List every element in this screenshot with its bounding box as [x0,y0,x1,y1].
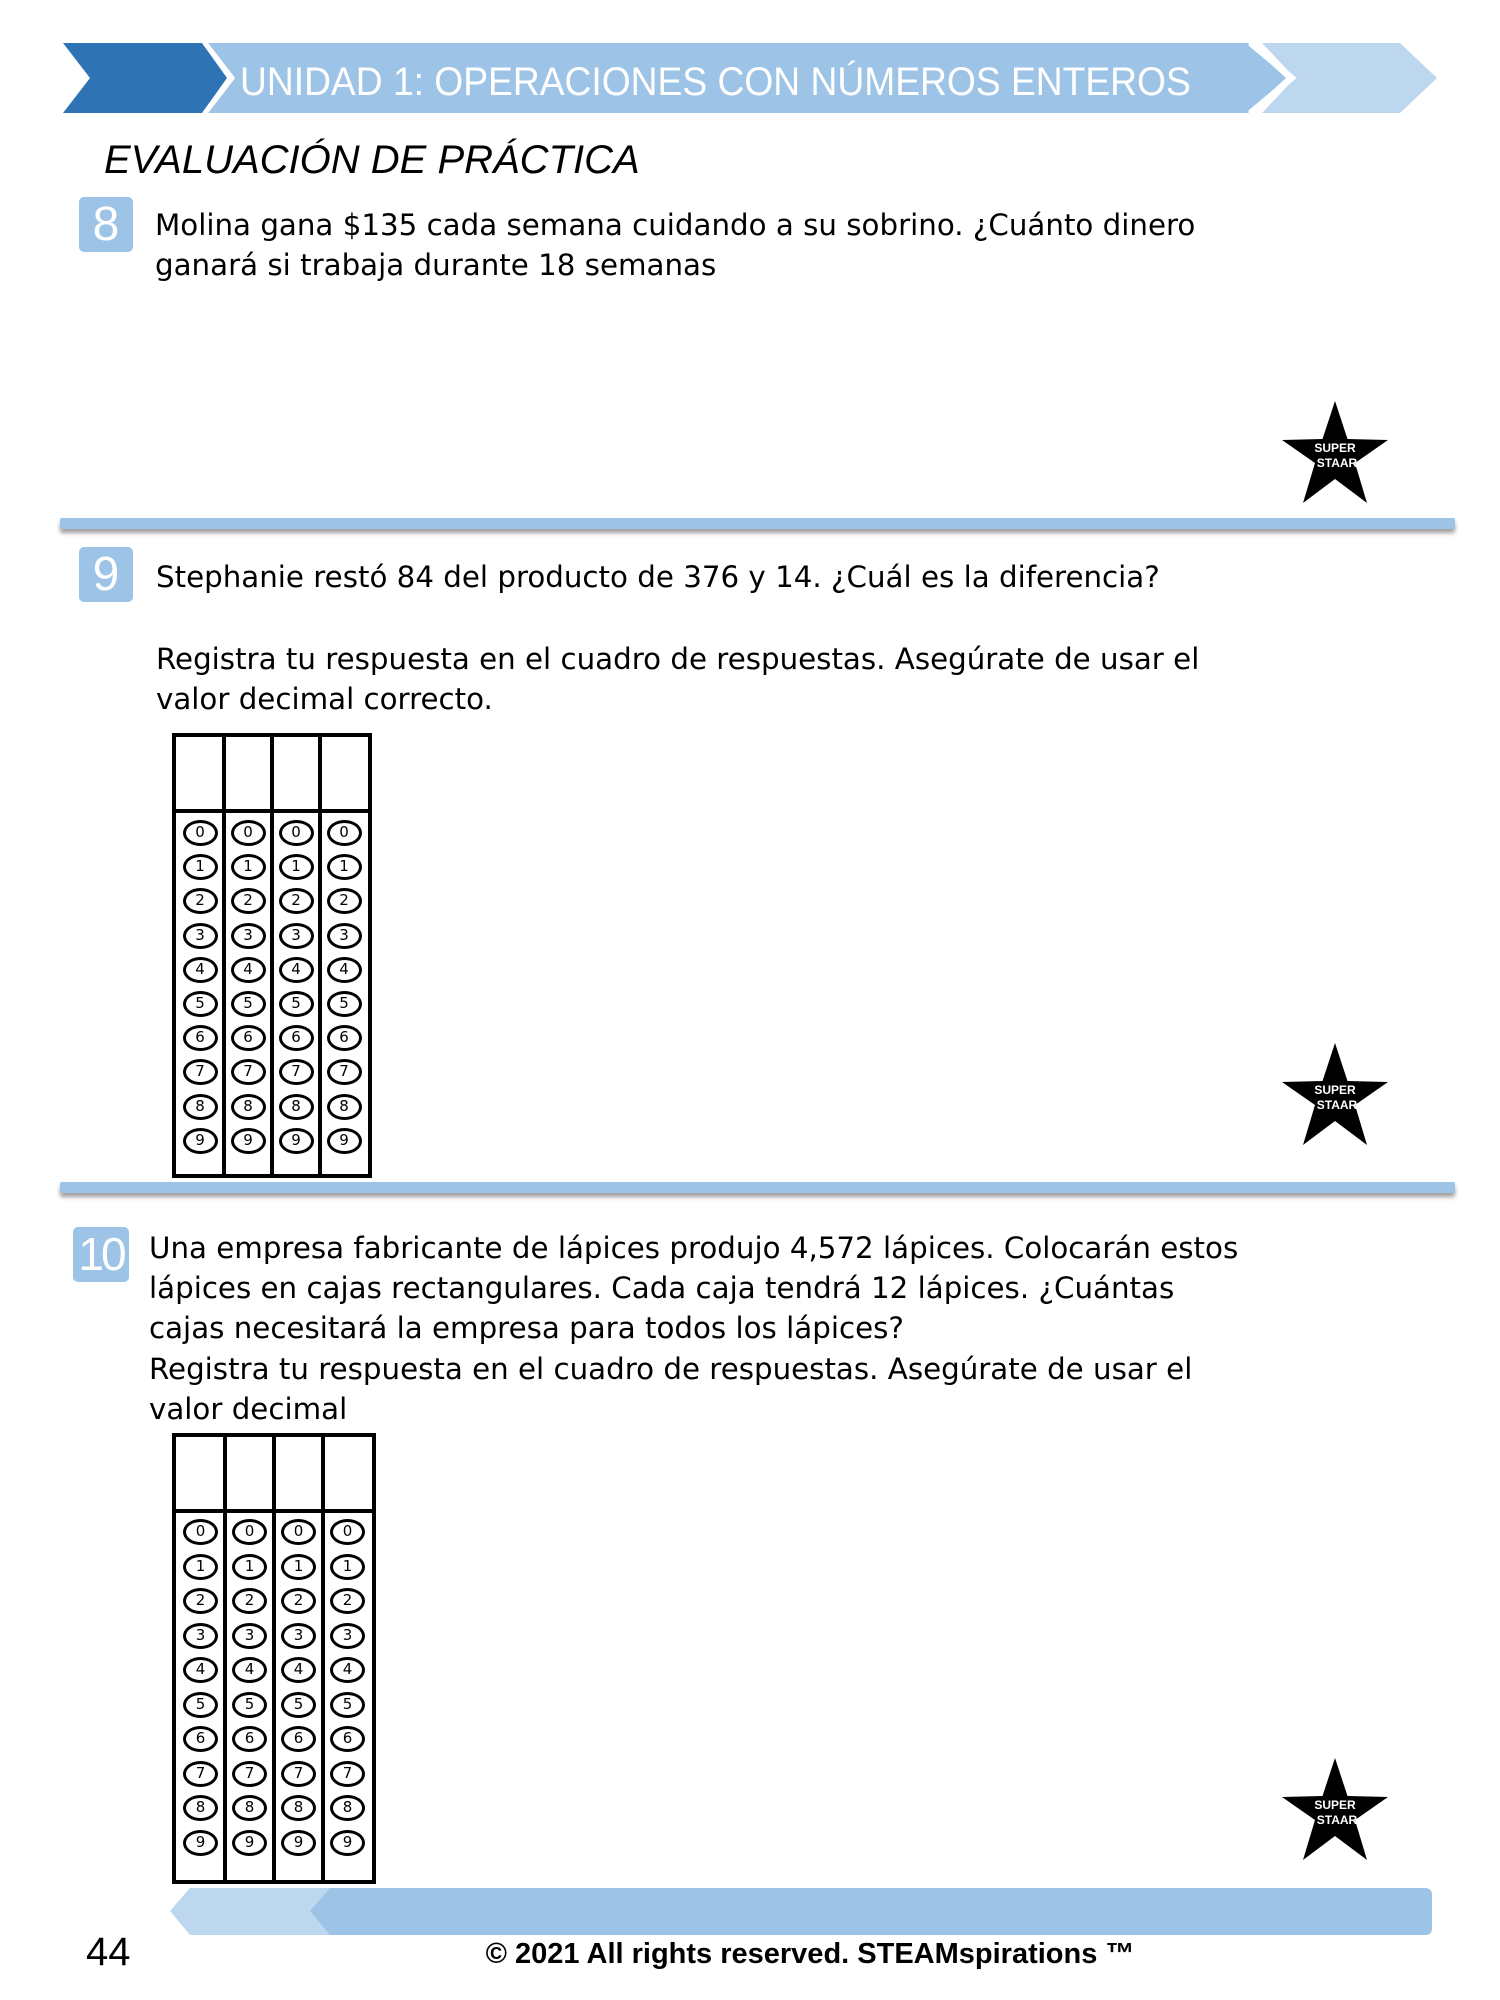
answer-bubble-6[interactable]: 6 [281,1726,316,1752]
answer-bubble-6[interactable]: 6 [327,1025,362,1051]
question-text-line: valor decimal [149,1392,348,1426]
answer-entry-box[interactable] [227,1437,272,1509]
answer-bubble-1[interactable]: 1 [281,1554,316,1580]
answer-bubble-9[interactable]: 9 [183,1128,218,1154]
answer-bubble-3[interactable]: 3 [279,923,314,949]
answer-bubble-8[interactable]: 8 [183,1795,218,1821]
answer-bubble-8[interactable]: 8 [281,1795,316,1821]
footer-banner [0,1880,1500,1940]
answer-bubble-1[interactable]: 1 [183,854,218,880]
answer-bubble-7[interactable]: 7 [183,1059,218,1085]
answer-bubble-3[interactable]: 3 [183,1623,218,1649]
answer-bubble-4[interactable]: 4 [281,1657,316,1683]
answer-bubble-0[interactable]: 0 [327,820,362,846]
answer-grid [172,1433,376,1884]
answer-bubble-6[interactable]: 6 [183,1025,218,1051]
answer-bubble-9[interactable]: 9 [232,1830,267,1856]
star-label-line2: STAAR [1316,1098,1358,1112]
answer-entry-box[interactable] [276,1437,321,1509]
answer-bubble-4[interactable]: 4 [183,1657,218,1683]
question-text-line: ganará si trabaja durante 18 semanas [155,248,717,282]
answer-bubble-1[interactable]: 1 [330,1554,365,1580]
answer-bubble-4[interactable]: 4 [183,957,218,983]
answer-bubble-0[interactable]: 0 [232,1519,267,1545]
answer-bubble-6[interactable]: 6 [183,1726,218,1752]
answer-bubble-3[interactable]: 3 [281,1623,316,1649]
banner-chevron-dark [63,43,227,113]
question-text-line: Una empresa fabricante de lápices produjo 4,572 lápices. Colocarán estos [149,1231,1239,1265]
answer-entry-box[interactable] [325,1437,370,1509]
answer-entry-box[interactable] [178,1437,223,1509]
answer-bubble-2[interactable]: 2 [183,888,218,914]
answer-bubble-5[interactable]: 5 [330,1692,365,1718]
answer-bubble-8[interactable]: 8 [330,1795,365,1821]
answer-entry-box[interactable] [322,737,366,809]
star-label-line1: SUPER [1314,441,1356,455]
answer-bubble-4[interactable]: 4 [232,1657,267,1683]
answer-bubble-3[interactable]: 3 [330,1623,365,1649]
star-label-line2: STAAR [1316,456,1358,470]
answer-bubble-2[interactable]: 2 [330,1588,365,1614]
question-text-line: Stephanie restó 84 del producto de 376 y 14. ¿Cuál es la diferencia? [156,560,1160,594]
footer-bar-mid [310,1888,1432,1935]
answer-bubble-2[interactable]: 2 [232,1588,267,1614]
answer-bubble-5[interactable]: 5 [183,1692,218,1718]
answer-bubble-0[interactable]: 0 [183,820,218,846]
star-label-line1: SUPER [1314,1083,1356,1097]
answer-bubble-5[interactable]: 5 [279,991,314,1017]
answer-bubble-7[interactable]: 7 [183,1761,218,1787]
answer-bubble-0[interactable]: 0 [183,1519,218,1545]
answer-bubble-2[interactable]: 2 [281,1588,316,1614]
answer-bubble-6[interactable]: 6 [231,1025,266,1051]
question-text-line: Registra tu respuesta en el cuadro de respuestas. Asegúrate de usar el [156,642,1200,676]
answer-bubble-4[interactable]: 4 [327,957,362,983]
star-label-line1: SUPER [1314,1798,1356,1812]
answer-entry-box[interactable] [226,737,270,809]
answer-bubble-6[interactable]: 6 [279,1025,314,1051]
answer-bubble-5[interactable]: 5 [232,1692,267,1718]
question-text-line: valor decimal correcto. [156,682,493,716]
footer-bar-light [170,1888,330,1935]
answer-bubble-9[interactable]: 9 [281,1830,316,1856]
section-title: EVALUACIÓN DE PRÁCTICA [104,138,640,182]
answer-bubble-6[interactable]: 6 [232,1726,267,1752]
answer-bubble-2[interactable]: 2 [231,888,266,914]
answer-bubble-2[interactable]: 2 [327,888,362,914]
answer-bubble-8[interactable]: 8 [183,1094,218,1120]
answer-grid [172,733,372,1178]
answer-bubble-5[interactable]: 5 [327,991,362,1017]
answer-entry-box[interactable] [274,737,318,809]
question-text-line: Registra tu respuesta en el cuadro de respuestas. Asegúrate de usar el [149,1352,1193,1386]
star-label-line2: STAAR [1316,1813,1358,1827]
answer-bubble-0[interactable]: 0 [231,820,266,846]
answer-bubble-6[interactable]: 6 [330,1726,365,1752]
section-divider [60,1182,1455,1193]
answer-entry-box[interactable] [178,737,222,809]
answer-bubble-3[interactable]: 3 [232,1623,267,1649]
answer-bubble-3[interactable]: 3 [327,923,362,949]
question-number-badge: 8 [79,197,133,252]
answer-bubble-9[interactable]: 9 [327,1128,362,1154]
super-staar-star-icon [1281,401,1389,505]
super-staar-star-icon [1281,1758,1389,1862]
answer-bubble-2[interactable]: 2 [279,888,314,914]
answer-bubble-5[interactable]: 5 [231,991,266,1017]
answer-bubble-8[interactable]: 8 [327,1094,362,1120]
question-text-line: lápices en cajas rectangulares. Cada caja tendrá 12 lápices. ¿Cuántas [149,1271,1175,1305]
answer-bubble-3[interactable]: 3 [231,923,266,949]
question-number-badge: 10 [73,1227,129,1282]
page-number: 44 [86,1930,131,1974]
answer-bubble-5[interactable]: 5 [183,991,218,1017]
answer-bubble-3[interactable]: 3 [183,923,218,949]
answer-bubble-8[interactable]: 8 [231,1094,266,1120]
answer-bubble-1[interactable]: 1 [183,1554,218,1580]
answer-bubble-9[interactable]: 9 [183,1830,218,1856]
answer-bubble-9[interactable]: 9 [231,1128,266,1154]
answer-bubble-1[interactable]: 1 [327,854,362,880]
answer-bubble-7[interactable]: 7 [281,1761,316,1787]
question-number-badge: 9 [79,547,133,602]
answer-bubble-0[interactable]: 0 [330,1519,365,1545]
answer-bubble-9[interactable]: 9 [279,1128,314,1154]
question-text-line: cajas necesitará la empresa para todos los lápices? [149,1311,904,1345]
answer-bubble-7[interactable]: 7 [232,1761,267,1787]
super-staar-star-icon [1281,1043,1389,1147]
question-text-line: Molina gana $135 cada semana cuidando a su sobrino. ¿Cuánto dinero [155,208,1196,242]
unit-title: UNIDAD 1: OPERACIONES CON NÚMEROS ENTEROS [240,60,1191,104]
answer-bubble-1[interactable]: 1 [231,854,266,880]
answer-bubble-0[interactable]: 0 [279,820,314,846]
answer-bubble-7[interactable]: 7 [279,1059,314,1085]
answer-bubble-4[interactable]: 4 [279,957,314,983]
answer-bubble-1[interactable]: 1 [279,854,314,880]
answer-bubble-7[interactable]: 7 [330,1761,365,1787]
answer-bubble-0[interactable]: 0 [281,1519,316,1545]
answer-bubble-4[interactable]: 4 [330,1657,365,1683]
answer-bubble-8[interactable]: 8 [279,1094,314,1120]
answer-bubble-1[interactable]: 1 [232,1554,267,1580]
answer-bubble-2[interactable]: 2 [183,1588,218,1614]
answer-bubble-8[interactable]: 8 [232,1795,267,1821]
answer-bubble-4[interactable]: 4 [231,957,266,983]
answer-bubble-5[interactable]: 5 [281,1692,316,1718]
answer-bubble-7[interactable]: 7 [327,1059,362,1085]
copyright-text: © 2021 All rights reserved. STEAMspirations ™ [485,1938,1135,1970]
section-divider [60,518,1455,529]
answer-bubble-9[interactable]: 9 [330,1830,365,1856]
answer-bubble-7[interactable]: 7 [231,1059,266,1085]
